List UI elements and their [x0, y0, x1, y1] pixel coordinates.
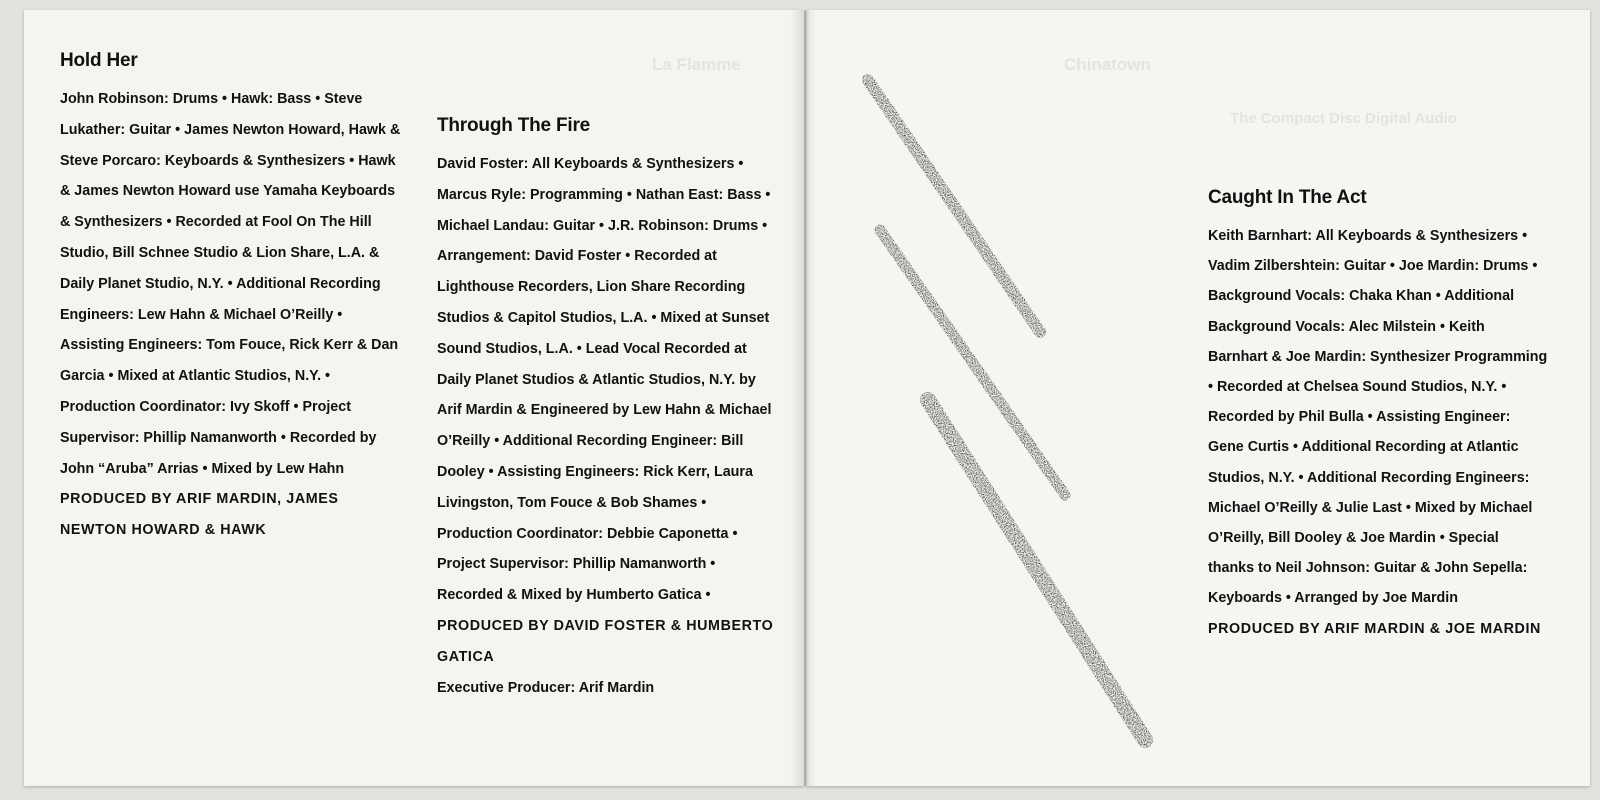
crayon-stroke-artwork — [860, 70, 1180, 770]
credits-caught-in-the-act — [1208, 187, 1548, 644]
song-title: Through The Fire — [437, 115, 591, 136]
song-title: Caught In The Act — [1208, 187, 1367, 208]
song-credits: David Foster: All Keyboards & Synthesizers • Marcus Ryle: Programming • Nathan East: Bass • Michael Landau: Guitar • J.R. Robinson: Drums • Arrangement: David Foster • Recorded at Lighthouse Recorders, Lion Share Recording Studios & Capitol Studios, L.A. • Mixed at Sunset Sound Studios, L.A. • Lead Vocal Recorded at Daily Planet Studios & Atlantic Studios, N.Y. by Arif Mardin & Engineered by Lew Hahn & Michael O’Reilly • Additional Recording Engineer: Bill Dooley • Assisting Engineers: Rick Kerr, Laura Livingston, Tom Fouce & Bob Shames • Production Coordinator: Debbie Caponetta • Project Supervisor: Phillip Namanworth • Recorded & Mixed by Humberto Gatica • — [437, 156, 772, 604]
produced-by: PRODUCED BY DAVID FOSTER & HUMBERTO GATICA — [437, 617, 774, 665]
credits-hold-her — [60, 50, 405, 546]
executive-producer: Executive Producer: Arif Mardin — [437, 679, 655, 696]
produced-by: PRODUCED BY ARIF MARDIN & JOE MARDIN — [1208, 620, 1541, 637]
produced-by: PRODUCED BY ARIF MARDIN, JAMES NEWTON HOWARD & HAWK — [60, 491, 339, 539]
song-title: Hold Her — [60, 50, 138, 71]
credits-through-the-fire — [437, 115, 779, 703]
song-credits: John Robinson: Drums • Hawk: Bass • Steve Lukather: Guitar • James Newton Howard, Hawk & Steve Porcaro: Keyboards & Synthesizers • Hawk & James Newton Howard use Yamaha Keyboards & Synthesizers • Recorded at Fool On The Hill Studio, Bill Schnee Studio & Lion Share, L.A. & Daily Planet Studio, N.Y. • Additional Recording Engineers: Lew Hahn & Michael O’Reilly • Assisting Engineers: Tom Fouce, Rick Kerr & Dan Garcia • Mixed at Atlantic Studios, N.Y. • Production Coordinator: Ivy Skoff • Project Supervisor: Phillip Namanworth • Recorded by John “Aruba” Arrias • Mixed by Lew Hahn — [60, 91, 401, 477]
song-credits: Keith Barnhart: All Keyboards & Synthesizers • Vadim Zilbershtein: Guitar • Joe Mardin: Drums • Background Vocals: Chaka Khan • Additional Background Vocals: Alec Milstein • Keith Barnhart & Joe Mardin: Synthesizer Programming • Recorded at Chelsea Sound Studios, N.Y. • Recorded by Phil Bulla • Assisting Engineer: Gene Curtis • Additional Recording at Atlantic Studios, N.Y. • Additional Recording Engineers: Michael O’Reilly & Julie Last • Mixed by Michael O’Reilly, Bill Dooley & Joe Mardin • Special thanks to Neil Johnson: Guitar & John Sepella: Keyboards • Arranged by Joe Mardin — [1208, 228, 1548, 607]
spine-fold — [790, 10, 816, 786]
